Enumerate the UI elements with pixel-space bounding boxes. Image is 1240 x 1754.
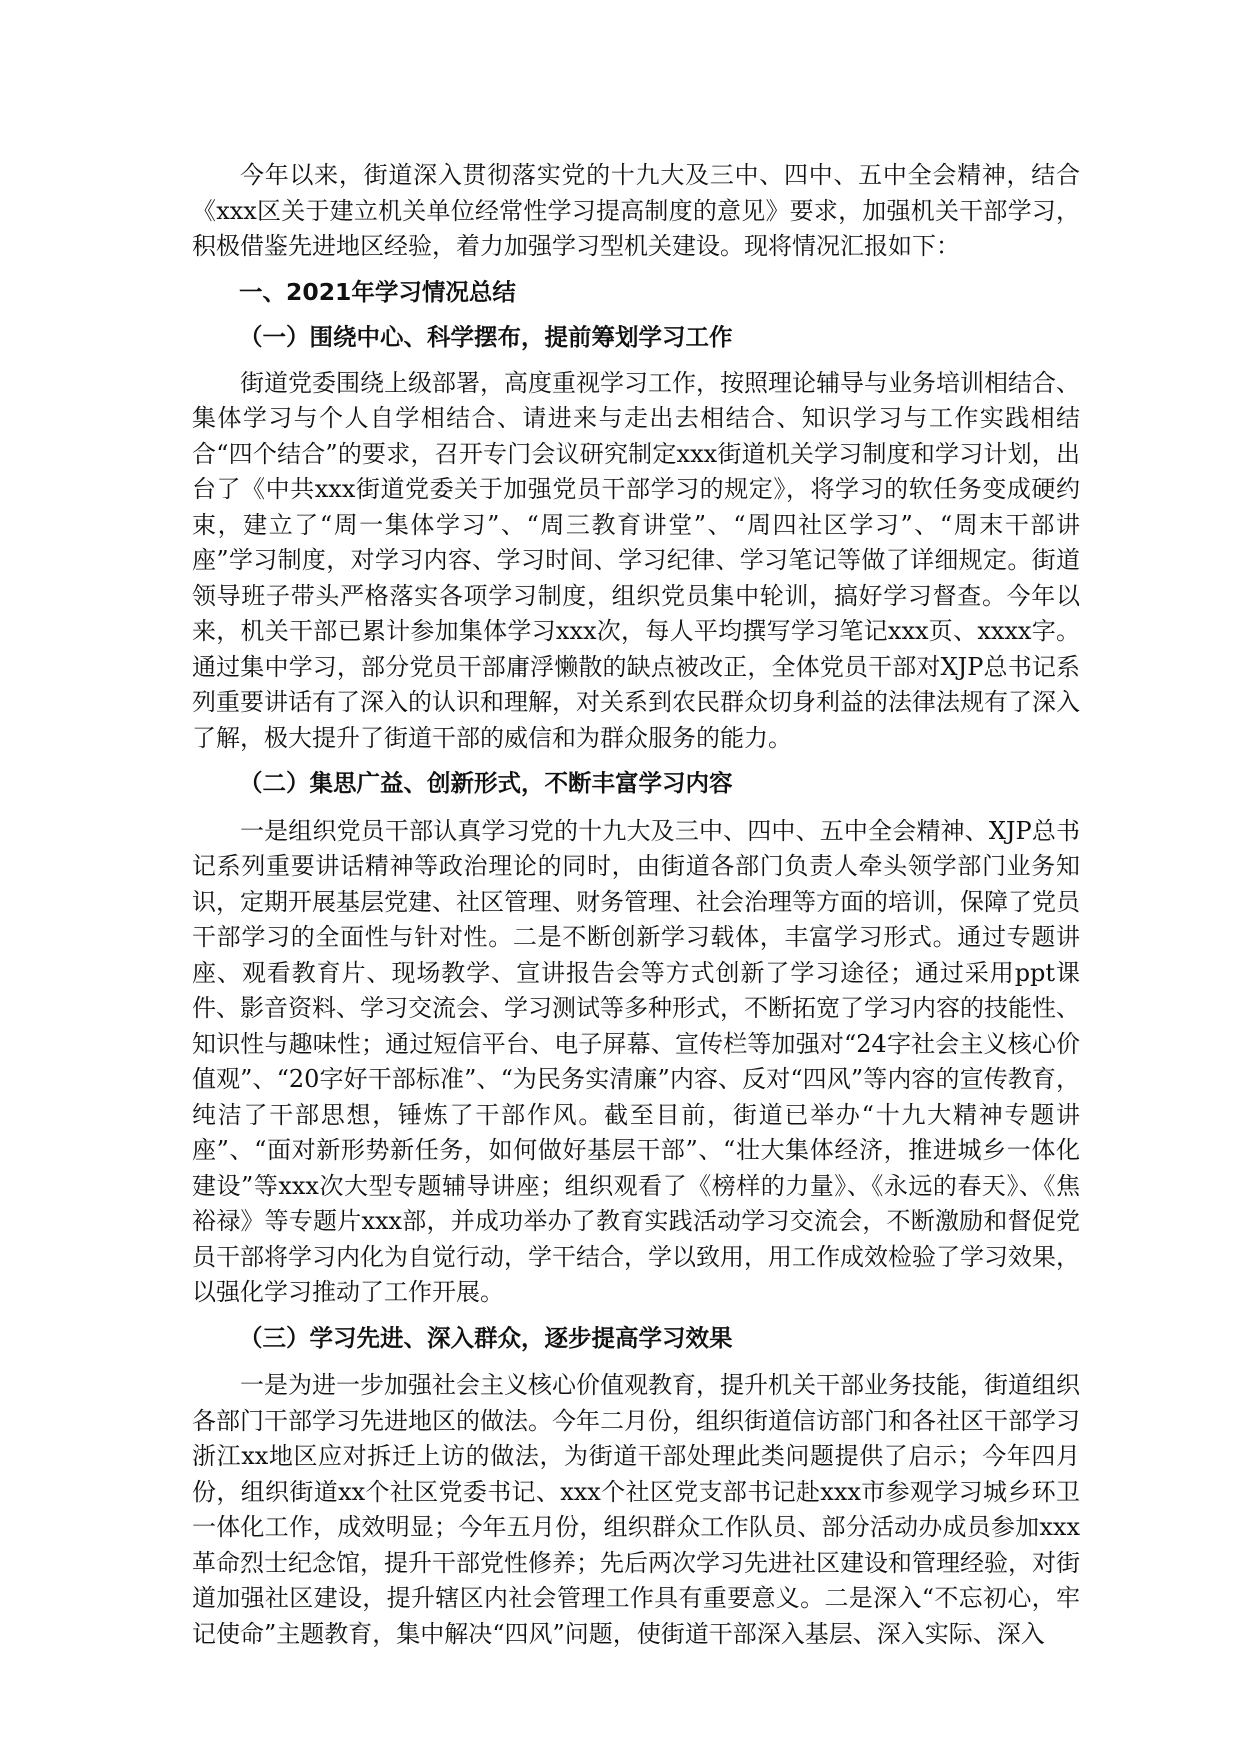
section-heading-1: 一、2021年学习情况总结 — [239, 277, 516, 306]
subsection-heading-2: （二）集思广益、创新形式，不断丰富学习内容 — [239, 769, 733, 797]
subsection-body-3: 一是为进一步加强社会主义核心价值观教育，提升机关干部业务技能，街道组织各部门干部学习先进地区的做法。今年二月份，组织街道信访部门和各社区干部学习浙江xx地区应对拆迁上访的做法，为街道干部处理此类问题提供了启示；今年四月份，组织街道xx个社区党委书记、xxx个社区党支部书记赴xxx市参观学习城乡环卫一体化工作，成效明显；今年五月份，组织群众工作队员、部分活动办成员参加xxx革命烈士纪念馆，提升干部党性修养；先后两次学习先进社区建设和管理经验，对街道加强社区建设，提升辖区内社会管理工作具有重要意义。二是深入“不忘初心，牢记使命”主题教育，集中解决“四风”问题，使街道干部深入基层、深入实际、深入 — [192, 1371, 1080, 1648]
intro-paragraph: 今年以来，街道深入贯彻落实党的十九大及三中、四中、五中全会精神，结合《xxx区关于建立机关单位经常性学习提高制度的意见》要求，加强机关干部学习，积极借鉴先进地区经验，着力加强学习型机关建设。现将情况汇报如下： — [192, 161, 1080, 260]
subsection-heading-1: （一）围绕中心、科学摆布，提前筹划学习工作 — [239, 323, 733, 351]
subsection-body-2: 一是组织党员干部认真学习党的十九大及三中、四中、五中全会精神、XJP总书记系列重要讲话精神等政治理论的同时，由街道各部门负责人牵头领学部门业务知识，定期开展基层党建、社区管理、财务管理、社会治理等方面的培训，保障了党员干部学习的全面性与针对性。二是不断创新学习载体，丰富学习形式。通过专题讲座、观看教育片、现场教学、宣讲报告会等方式创新了学习途径；通过采用ppt课件、影音资料、学习交流会、学习测试等多种形式，不断拓宽了学习内容的技能性、知识性与趣味性；通过短信平台、电子屏幕、宣传栏等加强对“24字社会主义核心价值观”、“20字好干部标准”、“为民务实清廉”内容、反对“四风”等内容的宣传教育，纯洁了干部思想，锤炼了干部作风。截至目前，街道已举办“十九大精神专题讲座”、“面对新形势新任务，如何做好基层干部”、“壮大集体经济，推进城乡一体化建设”等xxx次大型专题辅导讲座；组织观看了《榜样的力量》、《永远的春天》、《焦裕禄》等专题片xxx部，并成功举办了教育实践活动学习交流会，不断激励和督促党员干部将学习内化为自觉行动，学干结合，学以致用，用工作成效检验了学习效果，以强化学习推动了工作开展。 — [192, 816, 1080, 1306]
document-page — [192, 158, 1080, 1652]
subsection-heading-3: （三）学习先进、深入群众，逐步提高学习效果 — [239, 1323, 733, 1352]
subsection-body-1: 街道党委围绕上级部署，高度重视学习工作，按照理论辅导与业务培训相结合、集体学习与个人自学相结合、请进来与走出去相结合、知识学习与工作实践相结合“四个结合”的要求，召开专门会议研究制定xxx街道机关学习制度和学习计划，出台了《中共xxx街道党委关于加强党员干部学习的规定》，将学习的软任务变成硬约束，建立了“周一集体学习”、“周三教育讲堂”、“周四社区学习”、“周末干部讲座”学习制度，对学习内容、学习时间、学习纪律、学习笔记等做了详细规定。街道领导班子带头严格落实各项学习制度，组织党员集中轮训，搞好学习督查。今年以来，机关干部已累计参加集体学习xxx次，每人平均撰写学习笔记xxx页、xxxx字。通过集中学习，部分党员干部庸浮懒散的缺点被改正，全体党员干部对XJP总书记系列重要讲话有了深入的认识和理解，对关系到农民群众切身利益的法律法规有了深入了解，极大提升了街道干部的威信和为群众服务的能力。 — [192, 368, 1080, 752]
